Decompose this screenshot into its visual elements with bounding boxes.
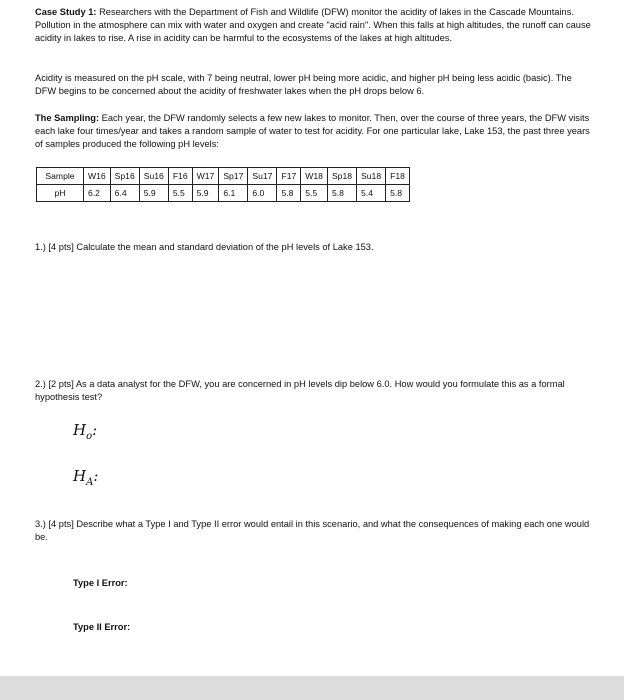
- ph-value-cell: 5.5: [168, 185, 192, 202]
- type-2-error-label: Type II Error:: [73, 622, 131, 632]
- sample-header-cell: W18: [301, 168, 328, 185]
- sample-header-cell: Sp17: [219, 168, 248, 185]
- ph-value-cell: 6.4: [110, 185, 139, 202]
- ph-table: [36, 167, 410, 202]
- question-3-text: [4 pts] Describe what a Type I and Type II error would entail in this scenario, and what the consequences of making each one would be.: [35, 519, 590, 542]
- case-study-text: Researchers with the Department of Fish and Wildlife (DFW) monitor the acidity of lakes in the Cascade Mountains. Pollution in the atmosphere can mix with water and oxygen and create "acid rain". When this falls at high altitudes, the runoff can cause acidity in lakes to rise. A rise in acidity can be harmful to the ecosystems of the lakes at high altitudes.: [35, 7, 591, 43]
- question-1-number: 1.): [35, 242, 46, 252]
- null-hypothesis-subscript: o: [86, 431, 93, 442]
- case-study-label: Case Study 1:: [35, 7, 97, 17]
- question-1-text: [4 pts] Calculate the mean and standard deviation of the pH levels of Lake 153.: [48, 242, 374, 252]
- sample-header-cell: F16: [168, 168, 192, 185]
- null-hypothesis-letter: H: [73, 421, 87, 439]
- ph-value-row: [37, 185, 410, 202]
- sample-header-label: Sample: [37, 168, 84, 185]
- sampling-label: The Sampling:: [35, 113, 100, 123]
- ph-value-cell: 6.0: [248, 185, 277, 202]
- question-3-number: 3.): [35, 519, 46, 529]
- alternative-hypothesis: [73, 467, 99, 489]
- bottom-bar: [0, 676, 624, 700]
- ph-row-label: pH: [37, 185, 84, 202]
- question-3: [35, 518, 595, 544]
- ph-value-cell: 5.9: [139, 185, 168, 202]
- sample-header-cell: F17: [277, 168, 301, 185]
- sample-header-cell: F18: [386, 168, 410, 185]
- null-hypothesis-colon: :: [92, 421, 98, 439]
- ph-value-cell: 5.8: [327, 185, 356, 202]
- alternative-hypothesis-colon: :: [93, 467, 99, 485]
- question-2-text: [2 pts] As a data analyst for the DFW, you are concerned in pH levels dip below 6.0. How would you formulate this as a formal hypothesis test?: [35, 379, 565, 402]
- ph-value-cell: 6.2: [84, 185, 111, 202]
- case-study-intro: [35, 6, 595, 45]
- sample-header-cell: Sp16: [110, 168, 139, 185]
- ph-value-cell: 5.4: [357, 185, 386, 202]
- sample-header-cell: W16: [84, 168, 111, 185]
- sample-header-row: [37, 168, 410, 185]
- sampling-text: Each year, the DFW randomly selects a few new lakes to monitor. Then, over the course of three years, the DFW visits each lake four times/year and takes a random sample of water to test for acidity. For one particular lake, Lake 153, the past three years of samples produced the following pH levels:: [35, 113, 590, 149]
- sample-header-cell: Su17: [248, 168, 277, 185]
- ph-value-cell: 5.5: [301, 185, 328, 202]
- ph-value-cell: 6.1: [219, 185, 248, 202]
- question-1: [35, 241, 595, 254]
- question-2: [35, 378, 595, 404]
- question-2-number: 2.): [35, 379, 46, 389]
- sample-header-cell: Sp18: [327, 168, 356, 185]
- acidity-paragraph: Acidity is measured on the pH scale, with 7 being neutral, lower pH being more acidic, and higher pH being less acidic (basic). The DFW begins to be concerned about the acidity of freshwater lakes when the pH drops below 6.: [35, 73, 572, 96]
- alternative-hypothesis-letter: H: [73, 467, 87, 485]
- sample-header-cell: Su18: [357, 168, 386, 185]
- sample-header-cell: Su16: [139, 168, 168, 185]
- null-hypothesis: [73, 421, 98, 443]
- sampling-paragraph: [35, 112, 595, 151]
- ph-value-cell: 5.9: [192, 185, 219, 202]
- ph-value-cell: 5.8: [277, 185, 301, 202]
- sample-header-cell: W17: [192, 168, 219, 185]
- ph-value-cell: 5.8: [386, 185, 410, 202]
- alternative-hypothesis-subscript: A: [86, 477, 94, 488]
- type-1-error-label: Type I Error:: [73, 578, 128, 588]
